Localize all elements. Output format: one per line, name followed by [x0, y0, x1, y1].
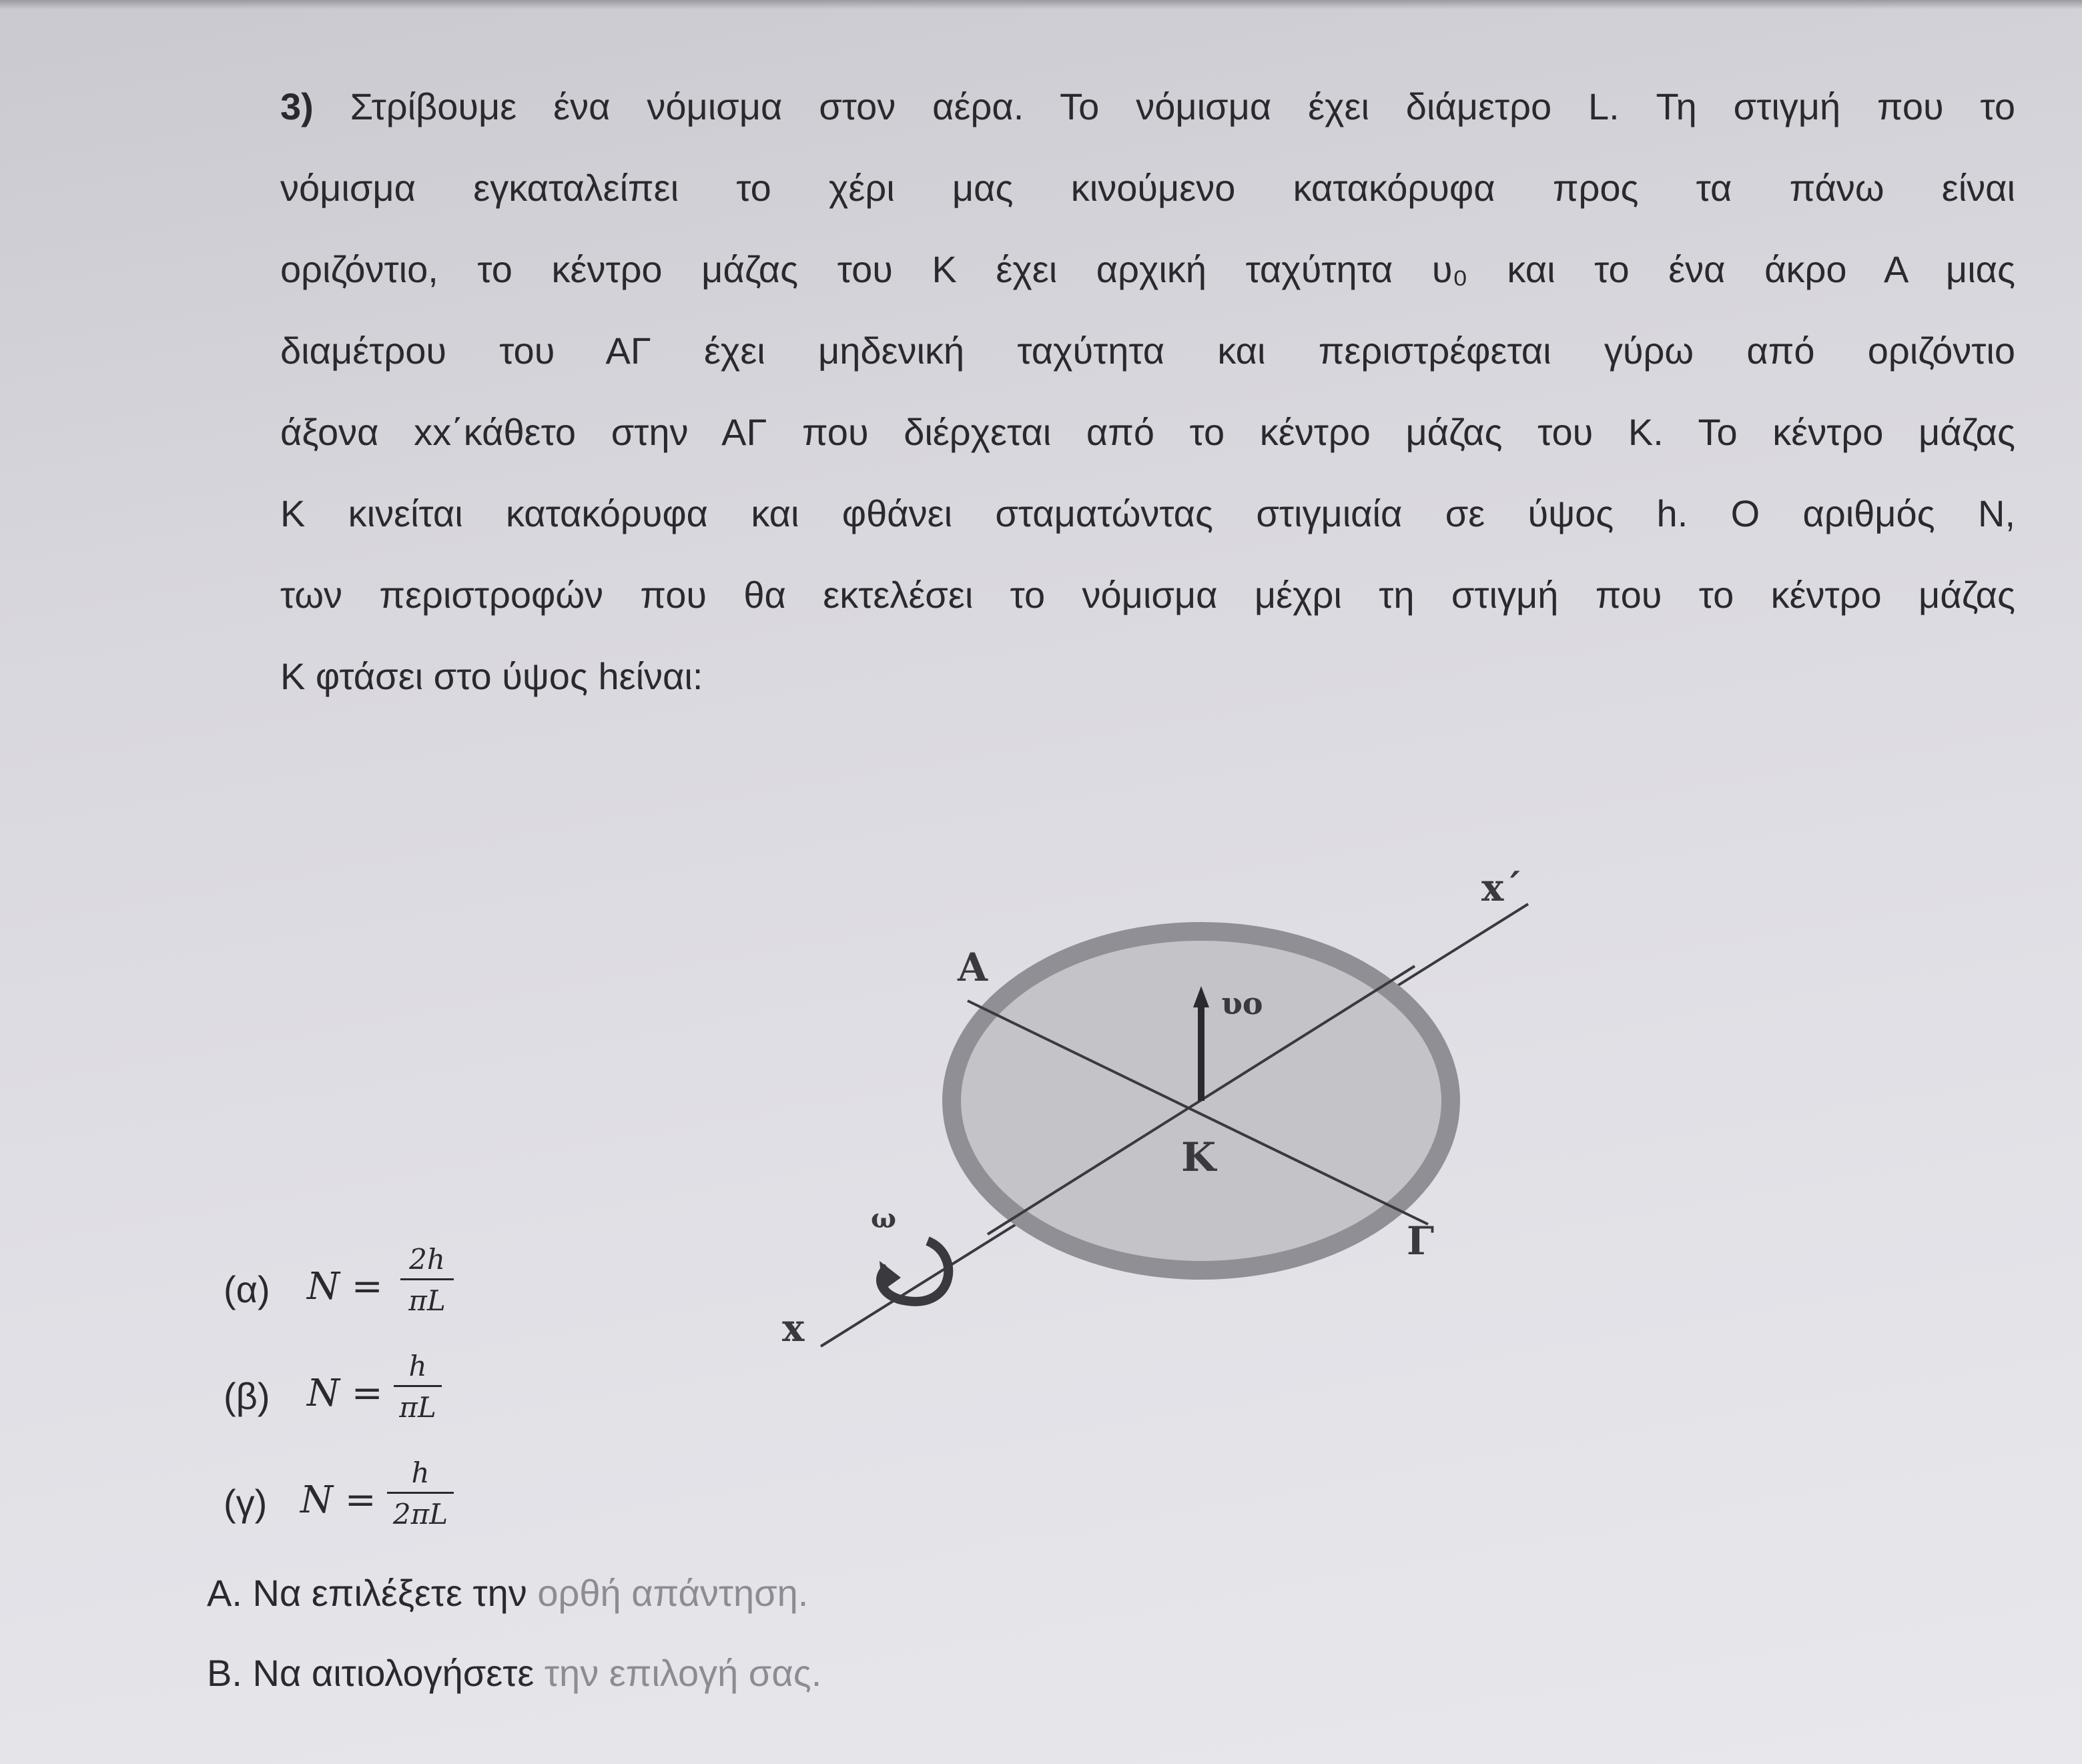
question-line-2: νόμισμα εγκαταλείπει το χέρι μας κινούμενο κατακόρυφα προς τα πάνω είναι — [280, 167, 2015, 209]
label-x-prime: x΄ — [1481, 866, 1523, 910]
task-a-prefix: Α. Να επιλέξετε την — [207, 1572, 527, 1614]
question-line-8: Κ φτάσει στο ύψος hείναι: — [280, 655, 703, 697]
option-a-lhs: N = — [307, 1265, 383, 1308]
label-A: A — [958, 945, 988, 990]
task-b-prefix: Β. Να αιτιολογήσετε — [207, 1652, 535, 1694]
option-c-label: (γ) — [224, 1482, 268, 1524]
label-omega: ω — [871, 1203, 897, 1234]
option-b-lhs: N = — [307, 1372, 383, 1415]
task-a-faded: ορθή απάντηση. — [537, 1572, 809, 1614]
task-b-faded: την επιλογή σας. — [544, 1652, 822, 1694]
label-G: Γ — [1407, 1218, 1435, 1264]
option-b-numerator: h — [408, 1350, 427, 1382]
question-line-1-text: Στρίβουμε ένα νόμισμα στον αέρα. Το νόμισμα έχει διάμετρο L. Τη στιγμή που το — [350, 85, 2015, 127]
question-line-5: άξονα xx΄κάθετο στην ΑΓ που διέρχεται από το κέντρο μάζας του Κ. Το κέντρο μάζας — [280, 411, 2015, 453]
rotation-arrowhead — [880, 1261, 901, 1291]
option-b-label: (β) — [224, 1375, 270, 1417]
question-line-7: των περιστροφών που θα εκτελέσει το νόμισμα μέχρι τη στιγμή που το κέντρο μάζας — [280, 574, 2015, 616]
task-b — [207, 1651, 821, 1695]
option-a-numerator: 2h — [409, 1243, 445, 1276]
question-number: 3) — [280, 85, 314, 127]
question-line-3: οριζόντιο, το κέντρο μάζας του Κ έχει αρχική ταχύτητα υ₀ και το ένα άκρο Α μιας — [280, 248, 2015, 290]
task-a — [207, 1571, 808, 1615]
label-K: K — [1181, 1134, 1217, 1181]
label-v0: υo — [1221, 985, 1263, 1021]
option-b-denominator: πL — [399, 1391, 436, 1424]
option-a-label: (α) — [224, 1268, 270, 1310]
label-x: x — [782, 1306, 805, 1350]
option-c-numerator: h — [411, 1456, 430, 1489]
option-c-denominator: 2πL — [392, 1498, 448, 1530]
option-a-denominator: πL — [408, 1284, 446, 1317]
option-a-fraction — [400, 1241, 454, 1318]
question-line-4: διαμέτρου του ΑΓ έχει μηδενική ταχύτητα και περιστρέφεται γύρω από οριζόντιο — [280, 330, 2015, 372]
option-c-fraction — [387, 1454, 454, 1531]
question-line-6: Κ κινείται κατακόρυφα και φθάνει σταματώντας στιγμιαία σε ύψος h. Ο αριθμός N, — [280, 492, 2015, 534]
option-b-fraction — [394, 1348, 442, 1424]
option-c-lhs: N = — [300, 1478, 376, 1522]
